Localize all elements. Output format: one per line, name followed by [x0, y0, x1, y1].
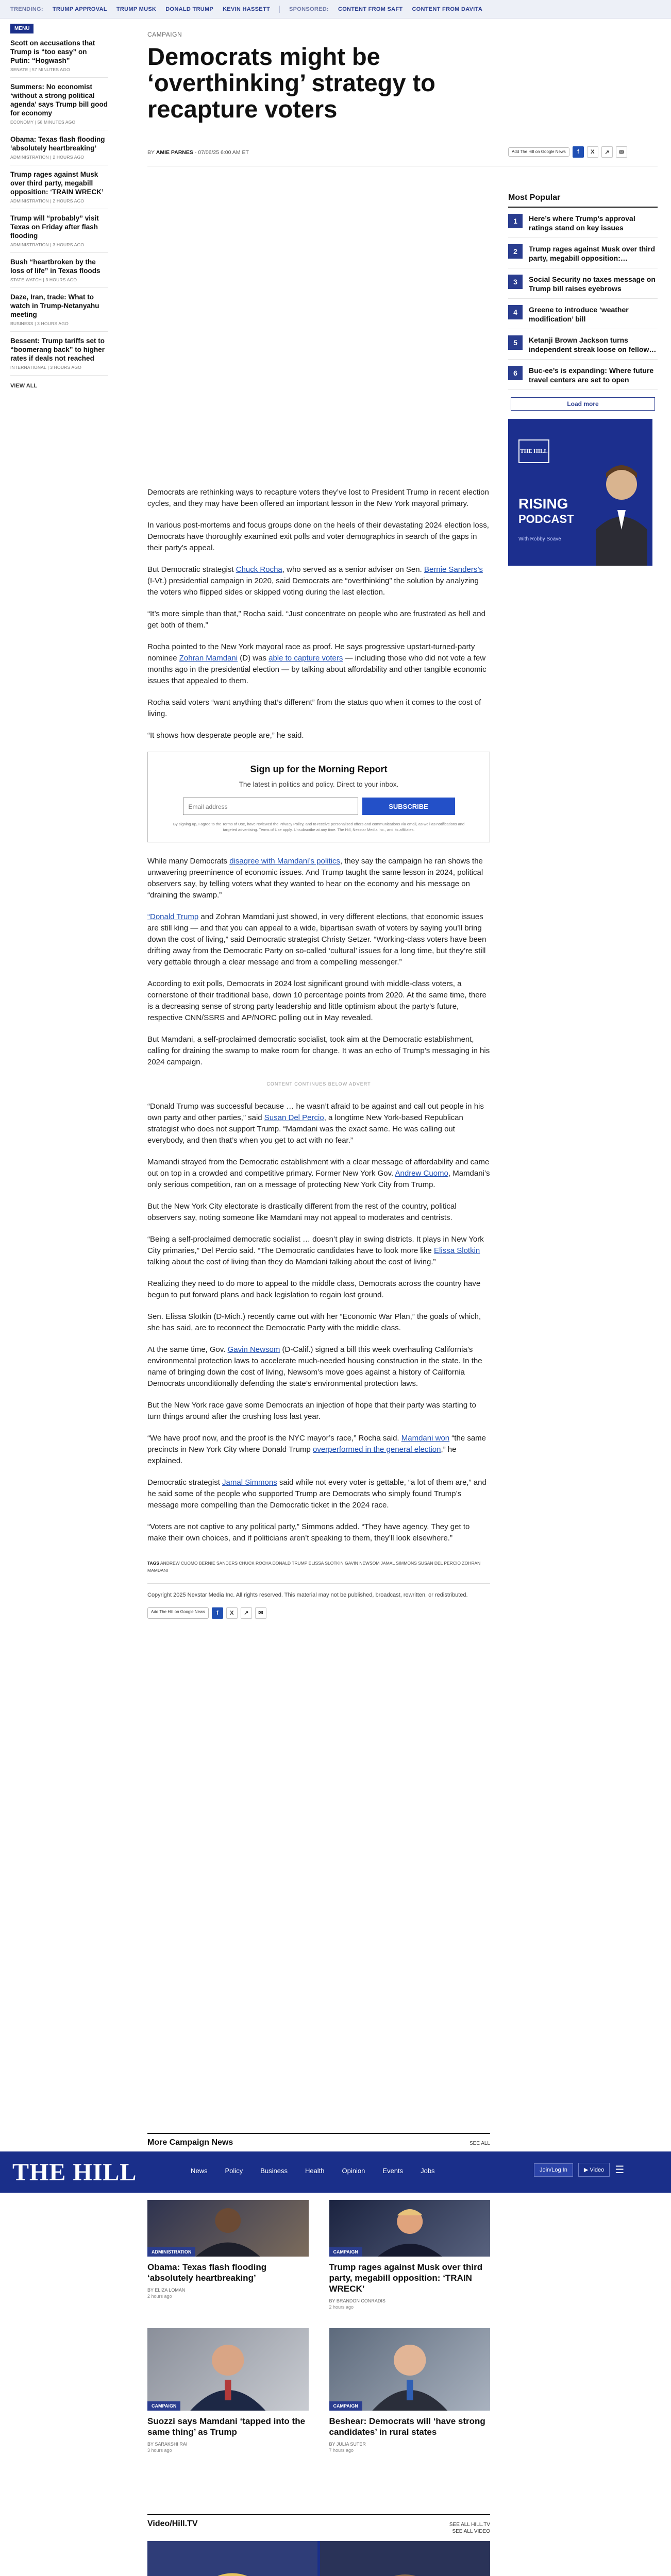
sponsored-link-1[interactable]: CONTENT FROM SAFT — [338, 6, 403, 12]
rank-badge: 5 — [508, 335, 523, 350]
paragraph: According to exit polls, Democrats in 2024 lost significant ground with middle-class voters, a cornerstone of their traditional base, down 10 percentage points from 2020. At the same time, there is a decreasing sense of strong party leadership and little optimism about the party’s future, respective CNN/SSRS and AP/NORC polling out in May revealed. — [147, 979, 487, 1022]
headline-link[interactable]: Scott on accusations that Trump is “too easy” on Putin: “Hogwash” — [10, 39, 95, 64]
category-badge[interactable]: CAMPAIGN — [329, 2401, 362, 2411]
text: “Being a self-proclaimed democratic socialist … doesn’t play in swing districts. It plays in New York City primaries,” Del Percio said. “The Democratic candidates have to look more like — [147, 1235, 484, 1255]
headline-link[interactable]: Greene to introduce ‘weather modification’ bill — [529, 306, 629, 323]
text: talking about the cost of living than they do Mamdani talking about the cost of living.” — [147, 1258, 436, 1266]
trending-bar — [0, 0, 671, 19]
list-item[interactable] — [508, 329, 658, 360]
list-item[interactable] — [508, 299, 658, 329]
article-body — [147, 487, 490, 1619]
podcast-title-b: PODCAST — [518, 513, 574, 526]
list-item[interactable] — [10, 34, 108, 78]
inline-link[interactable]: disagree with Mamdani’s politics — [229, 857, 341, 866]
headline-link[interactable]: Obama: Texas flash flooding ‘absolutely heartbreaking’ — [10, 135, 105, 152]
copyright-notice: Copyright 2025 Nexstar Media Inc. All rights reserved. This material may not be published, broadcast, rewritten, or redistributed. — [147, 1583, 490, 1599]
trending-label: TRENDING: — [10, 6, 43, 12]
news-card[interactable] — [147, 2200, 309, 2310]
card-time: 3 hours ago — [147, 2448, 172, 2453]
paragraph: In various post-mortems and focus groups done on the heels of their devastating 2024 election loss, Democrats have thoroughly examined exit polls and voter demographics in search of the gaps in their party’s appeal. — [147, 521, 489, 552]
latest-news-rail — [10, 34, 108, 389]
inline-link[interactable]: Gavin Newsom — [227, 1345, 280, 1354]
person-photo-icon — [329, 2328, 491, 2411]
text: and Zohran Mamdani just showed, in very different elections, that economic issues are still king — and that you can appeal to a wide, bipartisan swath of voters by saying you’ll bring down the cost of living,” said Democratic strategist Christy Setzer. “Working-class voters have been drifting away from the Democratic Party on so-called ‘cultural’ issues for a long time, but they’re still very gettable through a clear message and from a compelling messenger.” — [147, 912, 487, 967]
text: “We have proof now, and the proof is the NYC mayor’s race,” Rocha said. — [147, 1434, 401, 1443]
card-byline[interactable]: BY BRANDON CONRADIS — [329, 2298, 385, 2303]
text: Rocha pointed to the New York mayoral race as proof. He says progressive upstart-turned-party nominee — [147, 642, 475, 663]
trending-link-3[interactable]: DONALD TRUMP — [165, 6, 214, 12]
rank-badge: 2 — [508, 244, 523, 259]
ad-label: CONTENT CONTINUES BELOW ADVERT — [266, 1081, 371, 1087]
campaign-news-cards — [147, 2193, 490, 2453]
card-byline[interactable]: BY SARAKSHI RAI — [147, 2442, 188, 2447]
publish-date: - 07/06/25 6:00 AM ET — [194, 149, 249, 156]
text: (D) was — [238, 654, 269, 663]
paragraph — [147, 1101, 490, 1146]
nav-opinion[interactable]: Opinion — [342, 2167, 365, 2175]
newsletter-subtitle: The latest in politics and policy. Direct to your inbox. — [239, 781, 399, 788]
category-badge[interactable]: ADMINISTRATION — [147, 2247, 195, 2257]
section-title: Video/Hill.TV — [147, 2519, 198, 2528]
login-button[interactable]: Join/Log In — [534, 2163, 573, 2177]
inline-link[interactable]: Mamdani won — [401, 1434, 450, 1443]
news-card[interactable] — [329, 2328, 491, 2453]
text: But Democratic strategist — [147, 565, 236, 574]
inline-link[interactable]: Susan Del Percio — [264, 1113, 324, 1122]
share-icon[interactable]: ↗ — [241, 1607, 252, 1619]
video-section — [147, 2514, 490, 2576]
item-meta: ADMINISTRATION | 2 HOURS AGO — [10, 155, 85, 160]
nav-policy[interactable]: Policy — [225, 2167, 243, 2175]
x-icon[interactable]: X — [226, 1607, 238, 1619]
hamburger-menu-icon[interactable]: ☰ — [615, 2164, 625, 2176]
paragraph — [147, 1477, 490, 1511]
card-title[interactable]: Beshear: Democrats will ‘have strong candidates’ in rural states — [329, 2416, 485, 2437]
inline-link[interactable]: Zohran Mamdani — [179, 654, 238, 663]
paragraph: “It shows how desperate people are,” he said. — [147, 731, 304, 740]
text: , who served as a senior adviser on Sen. — [282, 565, 424, 574]
list-item[interactable] — [10, 253, 108, 288]
card-image — [329, 2200, 491, 2257]
section-kicker[interactable]: CAMPAIGN — [147, 31, 182, 38]
headline-link[interactable]: Trump rages against Musk over third party, megabill opposition: ‘TRAIN WRECK’ — [10, 171, 104, 196]
sponsored-link-2[interactable]: CONTENT FROM DAVITA — [412, 6, 483, 12]
card-image — [147, 2200, 309, 2257]
category-badge[interactable]: CAMPAIGN — [329, 2247, 362, 2257]
email-icon[interactable]: ✉ — [255, 1607, 266, 1619]
card-title[interactable]: Suozzi says Mamdani ‘tapped into the same thing’ as Trump — [147, 2416, 306, 2437]
video-button[interactable] — [578, 2163, 610, 2177]
list-item[interactable] — [508, 268, 658, 299]
paragraph — [147, 564, 490, 598]
text: (I-Vt.) presidential campaign in 2020, said Democrats are “overthinking” the solution by analyzing the voters who flipped sides or skipped voting during the last election. — [147, 577, 479, 597]
google-news-badge[interactable]: Add The Hill on Google News — [147, 1607, 209, 1619]
item-meta: INTERNATIONAL | 3 HOURS AGO — [10, 365, 81, 370]
video-thumbnail-icon — [147, 2541, 490, 2576]
list-item[interactable] — [508, 208, 658, 238]
text: , they say the campaign he ran shows the unwavering preeminence of economic issues. And Trump taught the same lesson in 2024, political observers say, by telling voters what they wanted to hear on the economy and his message on “draining the swamp.” — [147, 857, 483, 900]
inline-link[interactable]: able to capture voters — [269, 654, 343, 663]
paragraph — [147, 1344, 490, 1389]
the-hill-logo: THE HILL — [518, 439, 549, 463]
headline-link[interactable]: Bush “heartbroken by the loss of life” in Texas floods — [10, 258, 100, 275]
headline-link[interactable]: Buc-ee’s is expanding: Where future travel centers are set to open — [529, 366, 654, 384]
section-title: More Campaign News — [147, 2138, 233, 2147]
byline — [147, 149, 249, 156]
paragraph — [147, 1157, 490, 1191]
category-badge[interactable]: CAMPAIGN — [147, 2401, 180, 2411]
item-meta: BUSINESS | 3 HOURS AGO — [10, 321, 69, 326]
paragraph — [147, 911, 490, 968]
text: At the same time, Gov. — [147, 1345, 228, 1354]
rank-badge: 6 — [508, 366, 523, 380]
paragraph — [147, 856, 490, 901]
tags-label: TAGS — [147, 1561, 159, 1566]
person-photo-icon — [147, 2328, 309, 2411]
load-more-button[interactable]: Load more — [511, 397, 655, 411]
list-item[interactable] — [10, 288, 108, 332]
google-news-badge[interactable]: Add The Hill on Google News — [508, 147, 569, 157]
list-item[interactable] — [508, 360, 658, 390]
newsletter-signup — [147, 752, 490, 842]
nav-news[interactable]: News — [191, 2167, 208, 2175]
most-popular-title: Most Popular — [508, 193, 658, 208]
paragraph: Sen. Elissa Slotkin (D-Mich.) recently came out with her “Economic War Plan,” the goals of which, she has said, are to reconnect the Democratic Party with the middle class. — [147, 1312, 481, 1332]
tags-list[interactable]: ANDREW CUOMO BERNIE SANDERS CHUCK ROCHA DONALD TRUMP ELISSA SLOTKIN GAVIN NEWSOM JAMAL SIMMONS SUSAN DEL PERCIO ZOHRAN MAMDANI — [147, 1561, 481, 1573]
trending-link-1[interactable]: TRUMP APPROVAL — [52, 6, 107, 12]
share-icon[interactable]: ↗ — [601, 146, 613, 158]
divider — [279, 6, 280, 13]
text: said while not every voter is gettable, “a lot of them are,” and he said some of the people who supported Trump are Democrats who simply found Trump’s message more compelling than the Democratic ticket in the 2024 race. — [147, 1478, 487, 1510]
paragraph: Democrats are rethinking ways to recapture voters they’ve lost to President Trump in recent election cycles, and they may have been offered an important lesson in the New York mayoral primary. — [147, 488, 489, 508]
more-campaign-news — [147, 2133, 490, 2147]
card-time: 2 hours ago — [329, 2304, 354, 2310]
item-meta: ADMINISTRATION | 3 HOURS AGO — [10, 242, 85, 247]
inline-link[interactable]: Andrew Cuomo — [395, 1169, 448, 1178]
play-icon: ▶ — [583, 2167, 590, 2173]
podcast-title — [518, 496, 574, 527]
item-meta: ADMINISTRATION | 2 HOURS AGO — [10, 198, 85, 204]
text: — including those who did not vote a few months ago in the presidential election — by talking about affordability and other tangible economic issues that appealed to them. — [147, 654, 487, 685]
nav-business[interactable]: Business — [260, 2167, 288, 2175]
see-all-video-link[interactable]: SEE ALL VIDEO — [452, 2529, 490, 2534]
paragraph — [147, 1234, 490, 1268]
share-bar — [508, 146, 627, 158]
rank-badge: 3 — [508, 275, 523, 289]
podcast-title-a: RISING — [518, 496, 568, 512]
card-time: 7 hours ago — [329, 2448, 354, 2453]
article-headline: Democrats might be ‘overthinking’ strategy to recapture voters — [147, 43, 435, 123]
list-item[interactable] — [10, 78, 108, 130]
paragraph: But the New York race gave some Democrats an injection of hope that their party was starting to turn things around after the crushing loss last year. — [147, 1401, 476, 1421]
podcast-host: With Robby Soave — [518, 536, 561, 542]
news-card[interactable] — [329, 2200, 491, 2310]
paragraph — [147, 1433, 490, 1467]
card-image — [147, 2328, 309, 2411]
see-all-hill-tv-link[interactable]: SEE ALL HILL.TV — [449, 2522, 490, 2528]
card-byline[interactable]: BY JULIA SUTER — [329, 2442, 366, 2447]
article-tags — [147, 1554, 490, 1574]
menu-button[interactable]: MENU — [10, 24, 33, 33]
list-item[interactable] — [10, 165, 108, 209]
the-hill-logo[interactable]: THE HILL — [12, 2159, 137, 2186]
inline-link[interactable]: overperformed in the general election — [312, 1445, 441, 1454]
paragraph: But the New York City electorate is drastically different from the rest of the country, political observers say, noting someone like Mamdani may not appeal to moderates and centrists. — [147, 1202, 457, 1222]
sponsored-label: SPONSORED: — [289, 6, 329, 12]
headline-link[interactable]: Trump will “probably” visit Texas on Friday after flash flooding — [10, 214, 99, 240]
nav-events[interactable]: Events — [382, 2167, 404, 2175]
podcast-promo[interactable] — [508, 419, 652, 566]
item-meta: STATE WATCH | 3 HOURS AGO — [10, 277, 77, 282]
news-card[interactable] — [147, 2328, 309, 2453]
trending-link-4[interactable]: KEVIN HASSETT — [223, 6, 270, 12]
author-link[interactable]: AMIE PARNES — [156, 149, 193, 156]
nav-jobs[interactable]: Jobs — [421, 2167, 435, 2175]
text: , a longtime New York-based Republican strategist who does not support Trump. “Mamdani was the exact same. He was calling out everybody, and then that’s when you get to act with no fear.” — [147, 1113, 463, 1145]
text: ,” he explained. — [147, 1445, 457, 1465]
text: While many Democrats — [147, 857, 230, 866]
share-bar — [147, 1607, 490, 1619]
list-item[interactable] — [10, 209, 108, 253]
card-title[interactable]: Trump rages against Musk over third party, megabill opposition: ‘TRAIN WRECK’ — [329, 2262, 483, 2294]
nav-health[interactable]: Health — [305, 2167, 325, 2175]
headline-link[interactable]: Trump rages against Musk over third party, megabill opposition:… — [529, 245, 656, 262]
most-popular-rail — [508, 193, 658, 566]
paragraph: But Mamdani, a self-proclaimed democratic socialist, took aim at the Democratic establishment, calling for draining the swamp to make room for change. It was an echo of Trump’s messaging in his 2024 campaign. — [147, 1035, 490, 1066]
paragraph: “It’s more simple than that,” Rocha said. “Just concentrate on people who are frustrated as hell and get both of them.” — [147, 609, 485, 630]
card-time: 2 hours ago — [147, 2294, 172, 2299]
headline-link[interactable]: Social Security no taxes message on Trump bill raises eyebrows — [529, 275, 656, 293]
paragraph: “Voters are not captive to any political party,” Simmons added. “They have agency. They get to make their own choices, and if politicians aren’t speaking to them, they’ll look elsewhere.” — [147, 1522, 470, 1543]
headline-link[interactable]: Ketanji Brown Jackson turns independent streak loose on fellow… — [529, 336, 657, 353]
item-meta: SENATE | 57 MINUTES AGO — [10, 67, 70, 72]
inline-link[interactable]: Jamal Simmons — [222, 1478, 277, 1487]
x-icon[interactable]: X — [587, 146, 598, 158]
headline-link[interactable]: Daze, Iran, trade: What to watch in Trump-Netanyahu meeting — [10, 293, 99, 318]
headline-link[interactable]: Here’s where Trump’s approval ratings stand on key issues — [529, 214, 635, 232]
video-label: Video — [590, 2167, 605, 2173]
inline-link[interactable]: Bernie Sanders’s — [424, 565, 483, 574]
paragraph: Realizing they need to do more to appeal to the middle class, Democrats across the country have begun to put forward plans and back legislation to regain lost ground. — [147, 1279, 481, 1299]
facebook-icon[interactable]: f — [573, 146, 584, 158]
email-icon[interactable]: ✉ — [616, 146, 627, 158]
subscribe-button[interactable]: SUBSCRIBE — [362, 798, 455, 815]
trending-link-2[interactable]: TRUMP MUSK — [116, 6, 157, 12]
text: “Donald Trump was successful because … he wasn’t afraid to be against and call out people in his own party and other parties,” said — [147, 1102, 484, 1122]
paragraph: Rocha said voters “want anything that’s different” from the status quo when it comes to the cost of living. — [147, 698, 481, 718]
inline-link[interactable]: Chuck Rocha — [236, 565, 282, 574]
card-title[interactable]: Obama: Texas flash flooding ‘absolutely heartbreaking’ — [147, 2262, 267, 2283]
list-item[interactable] — [10, 130, 108, 165]
email-field[interactable]: Email address — [183, 798, 358, 815]
inline-link[interactable]: Elissa Slotkin — [434, 1246, 480, 1255]
newsletter-fine-print: By signing up, I agree to the Terms of Use, have reviewed the Privacy Policy, and to receive personalized offers and communications via email, as well as notifications and targeted advertising. Terms of Use apply. Unsubscribe at any time. The Hill, Nexstar Media Inc., and its affiliates. — [173, 822, 465, 832]
inline-link[interactable]: “Donald Trump — [147, 912, 199, 921]
text: “the same precincts in New York City where Donald Trump — [147, 1434, 487, 1454]
text: , Mamdani’s only serious competition, ran on a message of protecting New York City from Trump. — [147, 1169, 490, 1189]
paragraph — [147, 641, 490, 687]
item-meta: ECONOMY | 58 MINUTES AGO — [10, 120, 76, 125]
headline-link[interactable]: Bessent: Trump tariffs set to “boomerang back” to higher rates if deals not reached — [10, 337, 105, 362]
text: Mamandi strayed from the Democratic establishment with a clear message of affordability and came out on top in a crowded and competitive primary. Former New York Gov. — [147, 1158, 490, 1178]
list-item[interactable] — [508, 238, 658, 268]
headline-link[interactable]: Summers: No economist ‘without a strong political agenda’ says Trump bill good for economy — [10, 83, 108, 117]
rank-badge: 4 — [508, 305, 523, 319]
see-all-link[interactable]: SEE ALL — [469, 2141, 490, 2146]
card-image — [329, 2328, 491, 2411]
host-portrait-icon — [592, 452, 648, 566]
view-all-link[interactable]: VIEW ALL — [10, 383, 38, 389]
byline-prefix: BY — [147, 149, 155, 156]
text: (D-Calif.) signed a bill this week overhauling California’s environmental protection laws to accelerate much-needed housing construction in the state. In the name of bringing down the cost of living, Newsom’s move goes against a history of California Democrats unconditionally defending the state’s environmental protection laws. — [147, 1345, 482, 1388]
site-nav-bar — [0, 2151, 671, 2193]
newsletter-title: Sign up for the Morning Report — [250, 764, 388, 774]
rank-badge: 1 — [508, 214, 523, 228]
featured-video[interactable] — [147, 2541, 490, 2576]
text: Democratic strategist — [147, 1478, 223, 1487]
card-byline[interactable]: BY ELIZA LOMAN — [147, 2287, 186, 2293]
facebook-icon[interactable]: f — [212, 1607, 223, 1619]
nav-links — [191, 2167, 435, 2175]
list-item[interactable] — [10, 332, 108, 376]
